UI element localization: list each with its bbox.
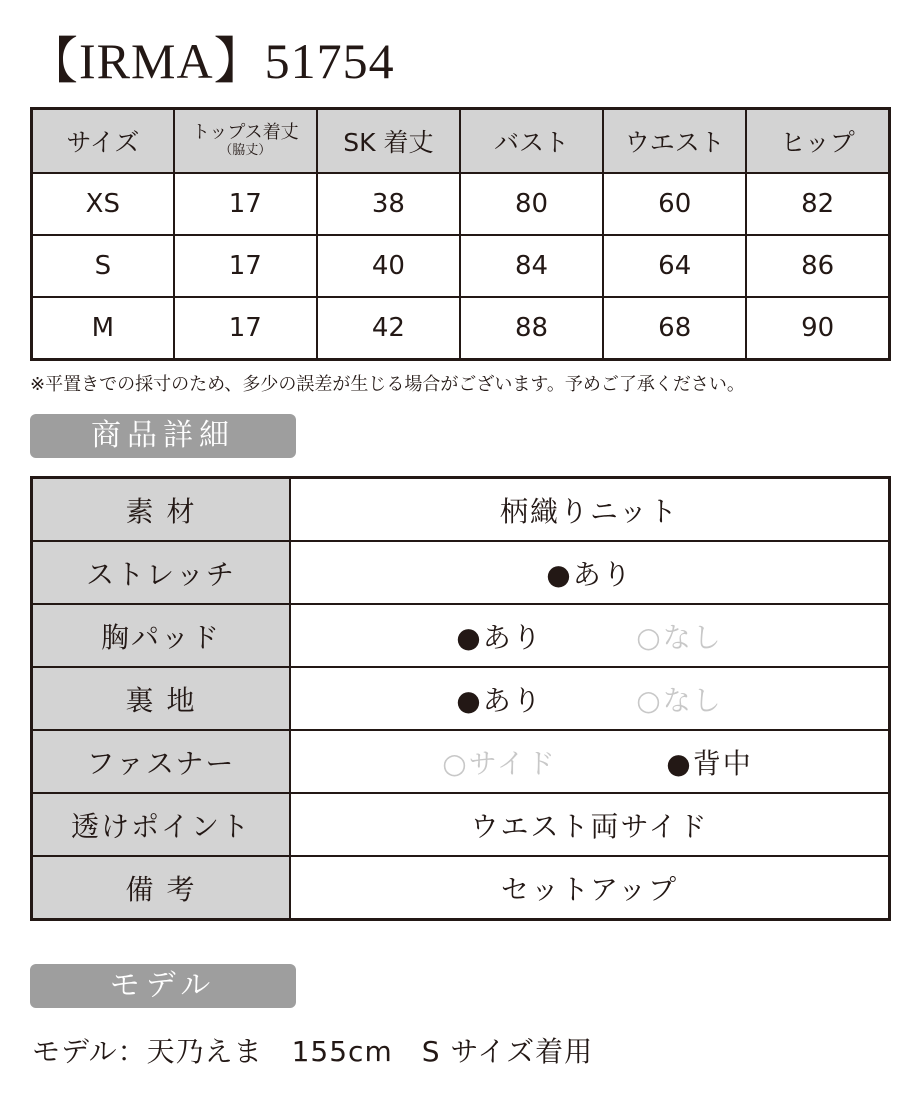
header-hip: ヒップ: [746, 109, 889, 174]
detail-label: ファスナー: [32, 730, 291, 793]
detail-options: [290, 604, 890, 667]
cell-hip: 90: [746, 297, 889, 360]
header-sk-length: SK 着丈: [317, 109, 460, 174]
detail-row-sheer-point: [32, 793, 890, 856]
detail-row-zipper: [32, 730, 890, 793]
model-heading: モデル: [30, 964, 296, 1008]
header-size: サイズ: [32, 109, 174, 174]
detail-row-bust-pad: [32, 604, 890, 667]
cell-sk-length: 40: [317, 235, 460, 297]
detail-value: 柄織りニット: [290, 478, 890, 542]
size-table: [30, 107, 891, 361]
cell-size: XS: [32, 173, 174, 235]
option-selected: ●背中: [666, 746, 753, 780]
detail-row-remarks: [32, 856, 890, 920]
cell-tops-length: 17: [174, 297, 317, 360]
detail-value: ウエスト両サイド: [290, 793, 890, 856]
header-tops-length-label: トップス着丈: [191, 122, 299, 143]
cell-tops-length: 17: [174, 173, 317, 235]
details-table: [30, 476, 891, 921]
header-side-length-label: （脇丈）: [219, 143, 272, 158]
size-table-header: [32, 109, 890, 174]
detail-value: セットアップ: [290, 856, 890, 920]
detail-label: ストレッチ: [32, 541, 291, 604]
detail-row-lining: [32, 667, 890, 730]
cell-waist: 64: [603, 235, 746, 297]
cell-waist: 60: [603, 173, 746, 235]
detail-label: 透けポイント: [32, 793, 291, 856]
page-title: 【IRMA】51754: [28, 33, 395, 89]
table-row: [32, 173, 890, 235]
detail-row-material: [32, 478, 890, 542]
table-row: [32, 297, 890, 360]
header-bust: バスト: [460, 109, 603, 174]
detail-label: 素 材: [32, 478, 291, 542]
cell-hip: 82: [746, 173, 889, 235]
option-unselected: ○なし: [636, 620, 723, 654]
detail-options: [290, 730, 890, 793]
detail-label: 裏 地: [32, 667, 291, 730]
measurement-note: ※平置きでの採寸のため、多少の誤差が生じる場合がございます。予めご了承ください。: [30, 374, 745, 395]
option-unselected: ○なし: [636, 683, 723, 717]
header-tops-length: [174, 109, 317, 174]
cell-tops-length: 17: [174, 235, 317, 297]
detail-label: 備 考: [32, 856, 291, 920]
cell-hip: 86: [746, 235, 889, 297]
detail-row-stretch: [32, 541, 890, 604]
cell-size: S: [32, 235, 174, 297]
cell-bust: 80: [460, 173, 603, 235]
detail-options: [290, 667, 890, 730]
cell-bust: 88: [460, 297, 603, 360]
header-waist: ウエスト: [603, 109, 746, 174]
cell-sk-length: 42: [317, 297, 460, 360]
detail-label: 胸パッド: [32, 604, 291, 667]
detail-value: ●あり: [290, 541, 890, 604]
table-row: [32, 235, 890, 297]
cell-bust: 84: [460, 235, 603, 297]
cell-waist: 68: [603, 297, 746, 360]
cell-size: M: [32, 297, 174, 360]
option-unselected: ○サイド: [442, 746, 557, 780]
option-selected: ●あり: [456, 620, 543, 654]
model-info: モデル：天乃えま 155cm S サイズ着用: [32, 1035, 594, 1068]
cell-sk-length: 38: [317, 173, 460, 235]
option-selected: ●あり: [456, 683, 543, 717]
details-heading: 商品詳細: [30, 414, 296, 458]
